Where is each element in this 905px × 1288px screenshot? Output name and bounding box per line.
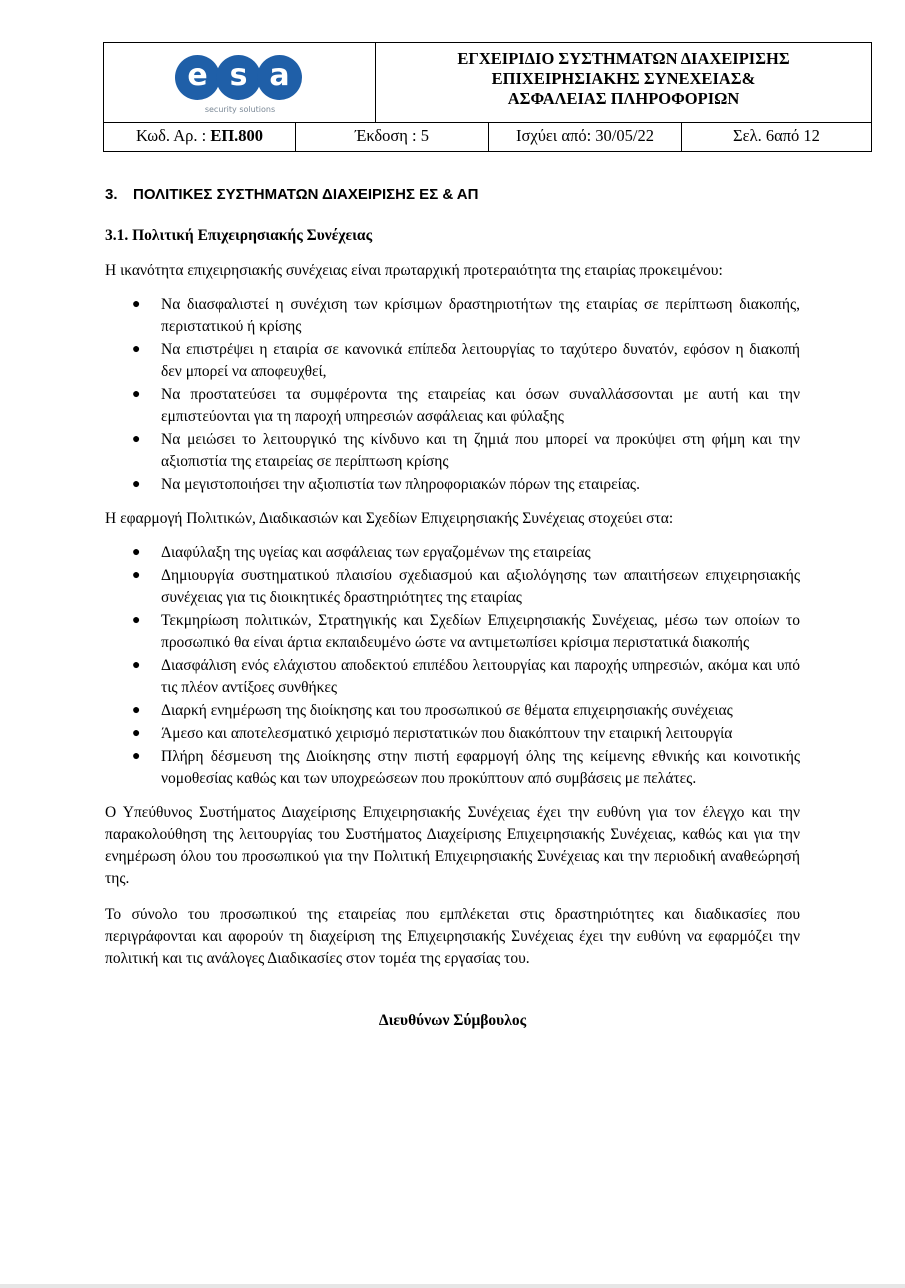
- list-item-text: Πλήρη δέσμευση της Διοίκησης στην πιστή εφαρμογή όλης της κείμενης εθνικής και κοινοτικής νομοθεσίας καθώς και των υποχρεώσεων που προκύπτουν από συμβάσεις με πελάτες.: [161, 748, 800, 787]
- list-item-text: Τεκμηρίωση πολιτικών, Στρατηγικής και Σχεδίων Επιχειρησιακής Συνέχειας, μέσω των οποίων το προσωπικό θα είναι άρτια εκπαιδευμένο ώστε να αντιμετωπίσει κρίσιμα περιστατικά διακοπής: [161, 612, 800, 651]
- doc-version: Έκδοση : 5: [296, 123, 489, 151]
- bullet-icon: ●: [132, 432, 141, 447]
- list-item-text: Να επιστρέψει η εταιρία σε κανονικά επίπεδα λειτουργίας το ταχύτερο δυνατόν, εφόσον η διακοπή δεν μπορεί να αποφευχθεί,: [161, 341, 800, 380]
- list-item: [105, 700, 800, 722]
- bullet-icon: ●: [132, 342, 141, 357]
- list-item: [105, 610, 800, 654]
- manual-title-line: ΕΓΧΕΙΡΙΔΙΟ ΣΥΣΤΗΜΑΤΩΝ ΔΙΑΧΕΙΡΙΣΗΣ: [457, 49, 790, 68]
- section-number: 3.: [105, 186, 118, 203]
- manual-title: [376, 49, 871, 109]
- bullet-icon: ●: [132, 545, 141, 560]
- list-item-text: Να προστατεύσει τα συμφέροντα της εταιρείας και όσων συναλλάσσονται με αυτή και την εμπιστεύονται για τη παροχή υπηρεσιών ασφάλειας και φύλαξης: [161, 386, 800, 425]
- intro-paragraph: Η ικανότητα επιχειρησιακής συνέχειας είναι πρωταρχική προτεραιότητα της εταιρίας προκειμένου:: [105, 262, 723, 279]
- logo-letter-s: s: [216, 55, 261, 100]
- list-item: [105, 723, 800, 745]
- list-item-text: Άμεσο και αποτελεσματικό χειρισμό περιστατικών που διακόπτουν την εταιρική λειτουργία: [161, 725, 733, 742]
- header-info-row: [104, 123, 871, 151]
- company-logo: [175, 55, 303, 101]
- staff-paragraph: Το σύνολο του προσωπικού της εταιρείας που εμπλέκεται στις δραστηριότητες και διαδικασίες που περιγράφονται και αφορούν τη διαχείριση της Επιχειρησιακής Συνέχειας έχει την ευθύνη να εφαρμόζει την πολιτική και τις ανάλογες Διαδικασίες στον τομέα της εργασίας του.: [105, 906, 800, 967]
- list-item: [105, 429, 800, 473]
- section-heading: [105, 184, 800, 206]
- goals-list: [105, 542, 800, 790]
- list-item-text: Να μειώσει το λειτουργικό της κίνδυνο και τη ζημιά που μπορεί να προκύψει στη φήμη και την αξιοπιστία της εταιρείας σε περίπτωση κρίσης: [161, 431, 800, 470]
- list-item-text: Διαφύλαξη της υγείας και ασφάλειας των εργαζομένων της εταιρείας: [161, 544, 591, 561]
- bullet-icon: ●: [132, 387, 141, 402]
- doc-page-number: Σελ. 6από 12: [733, 126, 820, 145]
- list-item: [105, 746, 800, 790]
- manual-title-line: ΕΠΙΧΕΙΡΗΣΙΑΚΗΣ ΣΥΝΕΧΕΙΑΣ&: [491, 69, 756, 88]
- bullet-icon: ●: [132, 726, 141, 741]
- subsection-heading: 3.1. Πολιτική Επιχειρησιακής Συνέχειας: [105, 227, 373, 244]
- list-item-text: Διαρκή ενημέρωση της διοίκησης και του προσωπικού σε θέματα επιχειρησιακής συνέχειας: [161, 702, 733, 719]
- bullet-icon: ●: [132, 297, 141, 312]
- document-body: [105, 184, 800, 1032]
- goals-paragraph: Η εφαρμογή Πολιτικών, Διαδικασιών και Σχεδίων Επιχειρησιακής Συνέχειας στοχεύει στα:: [105, 510, 674, 527]
- logo-tagline: security solutions: [204, 105, 276, 114]
- page-edge: [0, 1284, 905, 1288]
- doc-valid-from: Ισχύει από: 30/05/22: [489, 123, 682, 151]
- list-item: [105, 384, 800, 428]
- list-item-text: Να διασφαλιστεί η συνέχιση των κρίσιμων δραστηριοτήτων της εταιρίας σε περίπτωση διακοπής, περιστατικού ή κρίσης: [161, 296, 800, 335]
- logo-cell: [104, 43, 376, 122]
- list-item: [105, 474, 800, 496]
- doc-code: [104, 123, 296, 151]
- section-title: ΠΟΛΙΤΙΚΕΣ ΣΥΣΤΗΜΑΤΩΝ ΔΙΑΧΕΙΡΙΣΗΣ ΕΣ & ΑΠ: [133, 186, 479, 203]
- bullet-icon: ●: [132, 703, 141, 718]
- list-item: [105, 339, 800, 383]
- list-item-text: Διασφάλιση ενός ελάχιστου αποδεκτού επιπέδου λειτουργίας και παροχής υπηρεσιών, ακόμα και υπό τις πλέον αντίξοες συνθήκες: [161, 657, 800, 696]
- list-item: [105, 655, 800, 699]
- bullet-icon: ●: [132, 477, 141, 492]
- signature-title: Διευθύνων Σύμβουλος: [378, 1012, 527, 1029]
- document-header: [103, 42, 872, 152]
- purpose-list: [105, 294, 800, 496]
- list-item-text: Δημιουργία συστηματικού πλαισίου σχεδιασμού και αξιολόγησης των απαιτήσεων επιχειρησιακής συνέχειας για τις διοικητικές δραστηριότητες της εταιρίας: [161, 567, 800, 606]
- list-item: [105, 542, 800, 564]
- logo-letter-a: a: [257, 55, 302, 100]
- bullet-icon: ●: [132, 568, 141, 583]
- header-top-row: [104, 43, 871, 123]
- list-item: [105, 565, 800, 609]
- list-item: [105, 294, 800, 338]
- list-item-text: Να μεγιστοποιήσει την αξιοπιστία των πληροφοριακών πόρων της εταιρείας.: [161, 476, 640, 493]
- doc-code-label: Κωδ. Αρ. :: [135, 126, 211, 145]
- logo-letter-e: e: [175, 55, 220, 100]
- responsible-paragraph: Ο Υπεύθυνος Συστήματος Διαχείρισης Επιχειρησιακής Συνέχειας έχει την ευθύνη για τον έλεγχο και την παρακολούθηση της λειτουργίας του Συστήματος Διαχείρισης Επιχειρησιακής Συνέχειας, καθώς και για την ενημέρωση όλου του προσωπικού για την Πολιτική Επιχειρησιακής Συνέχειας και την περιοδική αναθεώρησή της.: [105, 804, 800, 887]
- doc-code-value: ΕΠ.800: [210, 126, 264, 145]
- bullet-icon: ●: [132, 749, 141, 764]
- bullet-icon: ●: [132, 658, 141, 673]
- manual-title-line: ΑΣΦΑΛΕΙΑΣ ΠΛΗΡΟΦΟΡΙΩΝ: [507, 89, 740, 108]
- bullet-icon: ●: [132, 613, 141, 628]
